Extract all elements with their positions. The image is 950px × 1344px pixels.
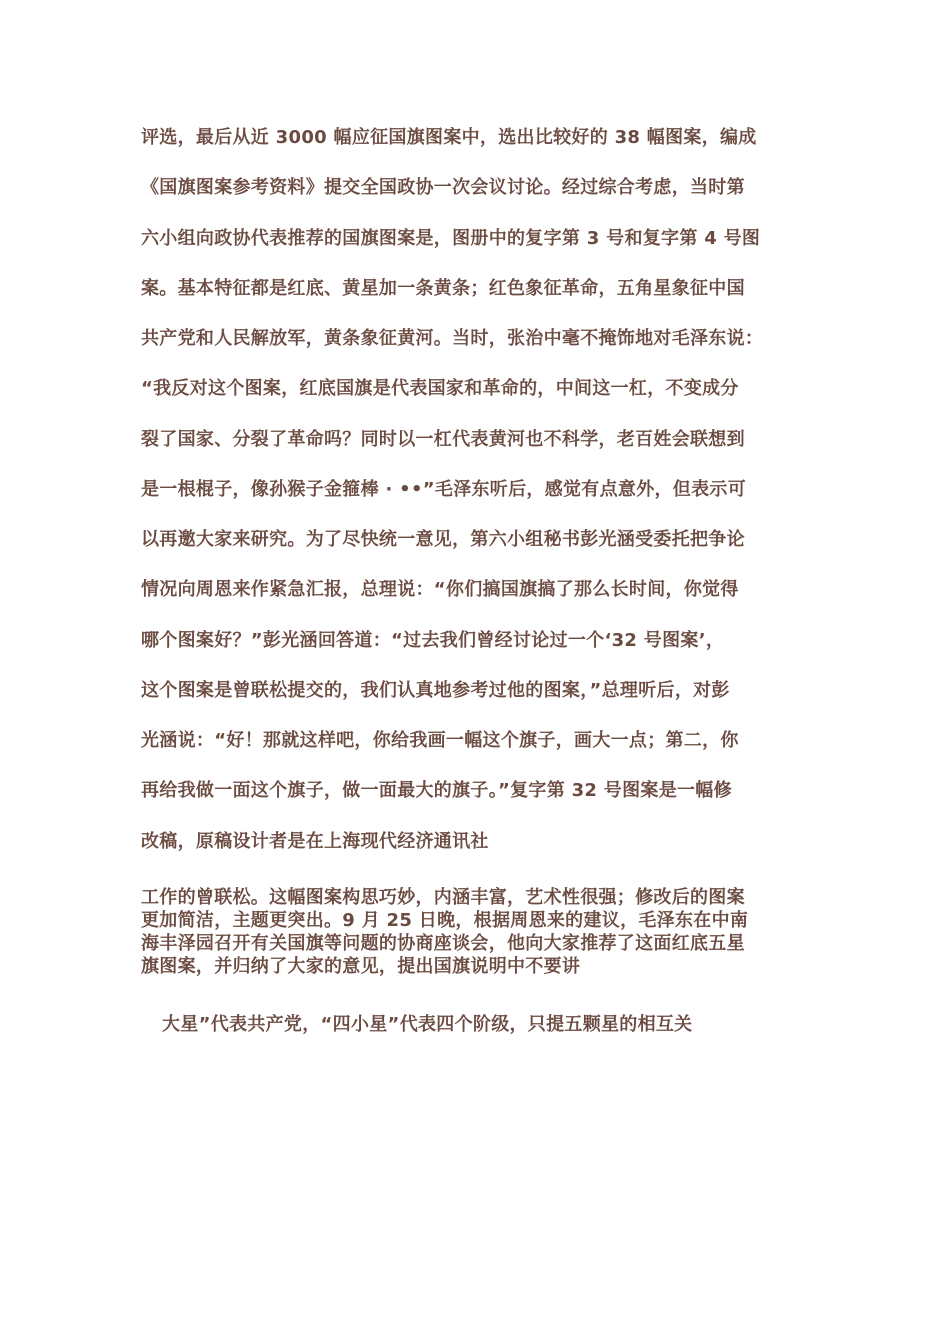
paragraph-line: 更加简洁，主题更突出。9 月 25 日晚，根据周恩来的建议，毛泽东在中南 <box>141 910 749 931</box>
paragraph-line: 裂了国家、分裂了革命吗？同时以一杠代表黄河也不科学，老百姓会联想到 <box>141 429 745 450</box>
paragraph-line: 大星”代表共产党，“四小星”代表四个阶级，只提五颗星的相互关 <box>162 1014 693 1035</box>
paragraph-line: 改稿，原稿设计者是在上海现代经济通讯社 <box>141 831 489 852</box>
paragraph-line: 再给我做一面这个旗子，做一面最大的旗子。”复字第 32 号图案是一幅修 <box>141 780 732 801</box>
paragraph-line: “我反对这个图案，红底国旗是代表国家和革命的，中间这一杠，不变成分 <box>141 378 739 399</box>
paragraph-line: 共产党和人民解放军，黄条象征黄河。当时，张治中毫不掩饰地对毛泽东说： <box>141 328 764 349</box>
paragraph-line: 光涵说：“好！那就这样吧，你给我画一幅这个旗子，画大一点；第二，你 <box>141 730 739 751</box>
paragraph-line: 以再邀大家来研究。为了尽快统一意见，第六小组秘书彭光涵受委托把争论 <box>141 529 745 550</box>
paragraph-line: 工作的曾联松。这幅图案构思巧妙，内涵丰富，艺术性很强；修改后的图案 <box>141 887 745 908</box>
paragraph-line: 评选，最后从近 3000 幅应征国旗图案中，选出比较好的 38 幅图案，编成 <box>141 127 757 148</box>
paragraph-line: 哪个图案好？”彭光涵回答道：“过去我们曾经讨论过一个‘32 号图案’， <box>141 630 725 651</box>
paragraph-line: 情况向周恩来作紧急汇报，总理说：“你们搞国旗搞了那么长时间，你觉得 <box>141 579 739 600</box>
paragraph-line: 海丰泽园召开有关国旗等问题的协商座谈会，他向大家推荐了这面红底五星 <box>141 933 745 954</box>
paragraph-line: 案。基本特征都是红底、黄星加一条黄条；红色象征革命，五角星象征中国 <box>141 278 745 299</box>
paragraph-line: 这个图案是曾联松提交的，我们认真地参考过他的图案，”总理听后，对彭 <box>141 680 730 701</box>
paragraph-line: 《国旗图案参考资料》提交全国政协一次会议讨论。经过综合考虑，当时第 <box>141 177 745 198</box>
paragraph-line: 六小组向政协代表推荐的国旗图案是，图册中的复字第 3 号和复字第 4 号图 <box>141 228 761 249</box>
paragraph-line: 旗图案，并归纳了大家的意见，提出国旗说明中不要讲 <box>141 956 581 977</box>
paragraph-line: 是一根棍子，像孙猴子金箍棒 · ••”毛泽东听后，感觉有点意外，但表示可 <box>141 479 747 500</box>
